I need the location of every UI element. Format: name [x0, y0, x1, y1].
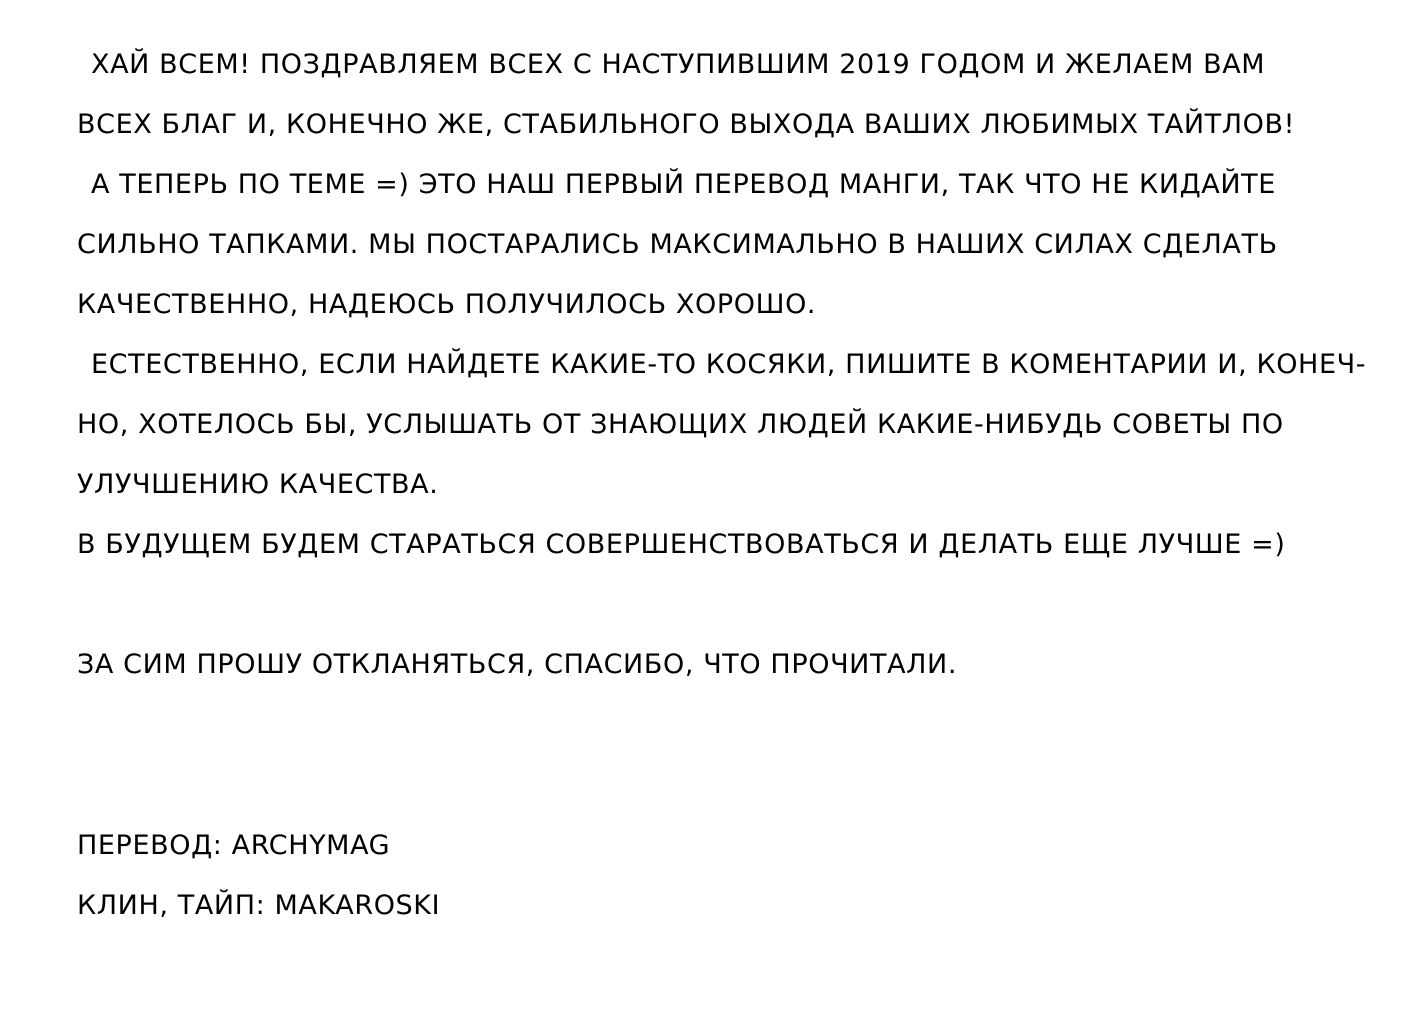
credit-translation: ПЕРЕВОД: ARCHYMAG [77, 830, 391, 861]
note-line-5: КАЧЕСТВЕННО, НАДЕЮСЬ ПОЛУЧИЛОСЬ ХОРОШО. [77, 289, 817, 320]
note-line-1: ХАЙ ВСЕМ! ПОЗДРАВЛЯЕМ ВСЕХ С НАСТУПИВШИМ 2019 ГОДОМ И ЖЕЛАЕМ ВАМ [91, 49, 1266, 80]
note-line-6: ЕСТЕСТВЕННО, ЕСЛИ НАЙДЕТЕ КАКИЕ-ТО КОСЯКИ, ПИШИТЕ В КОМЕНТАРИИ И, КОНЕЧ- [91, 349, 1367, 380]
note-line-2: ВСЕХ БЛАГ И, КОНЕЧНО ЖЕ, СТАБИЛЬНОГО ВЫХОДА ВАШИХ ЛЮБИМЫХ ТАЙТЛОВ! [77, 109, 1296, 140]
note-line-3: А ТЕПЕРЬ ПО ТЕМЕ =) ЭТО НАШ ПЕРВЫЙ ПЕРЕВОД МАНГИ, ТАК ЧТО НЕ КИДАЙТЕ [91, 169, 1276, 200]
note-line-9: В БУДУЩЕМ БУДЕМ СТАРАТЬСЯ СОВЕРШЕНСТВОВАТЬСЯ И ДЕЛАТЬ ЕЩЕ ЛУЧШЕ =) [77, 529, 1286, 560]
note-line-10: ЗА СИМ ПРОШУ ОТКЛАНЯТЬСЯ, СПАСИБО, ЧТО ПРОЧИТАЛИ. [77, 649, 958, 680]
note-line-8: УЛУЧШЕНИЮ КАЧЕСТВА. [77, 469, 439, 500]
note-line-7: НО, ХОТЕЛОСЬ БЫ, УСЛЫШАТЬ ОТ ЗНАЮЩИХ ЛЮДЕЙ КАКИЕ-НИБУДЬ СОВЕТЫ ПО [77, 409, 1284, 440]
note-line-4: СИЛЬНО ТАПКАМИ. МЫ ПОСТАРАЛИСЬ МАКСИМАЛЬНО В НАШИХ СИЛАХ СДЕЛАТЬ [77, 229, 1278, 260]
credit-cleaning-typing: КЛИН, ТАЙП: MAKAROSKI [77, 890, 441, 921]
